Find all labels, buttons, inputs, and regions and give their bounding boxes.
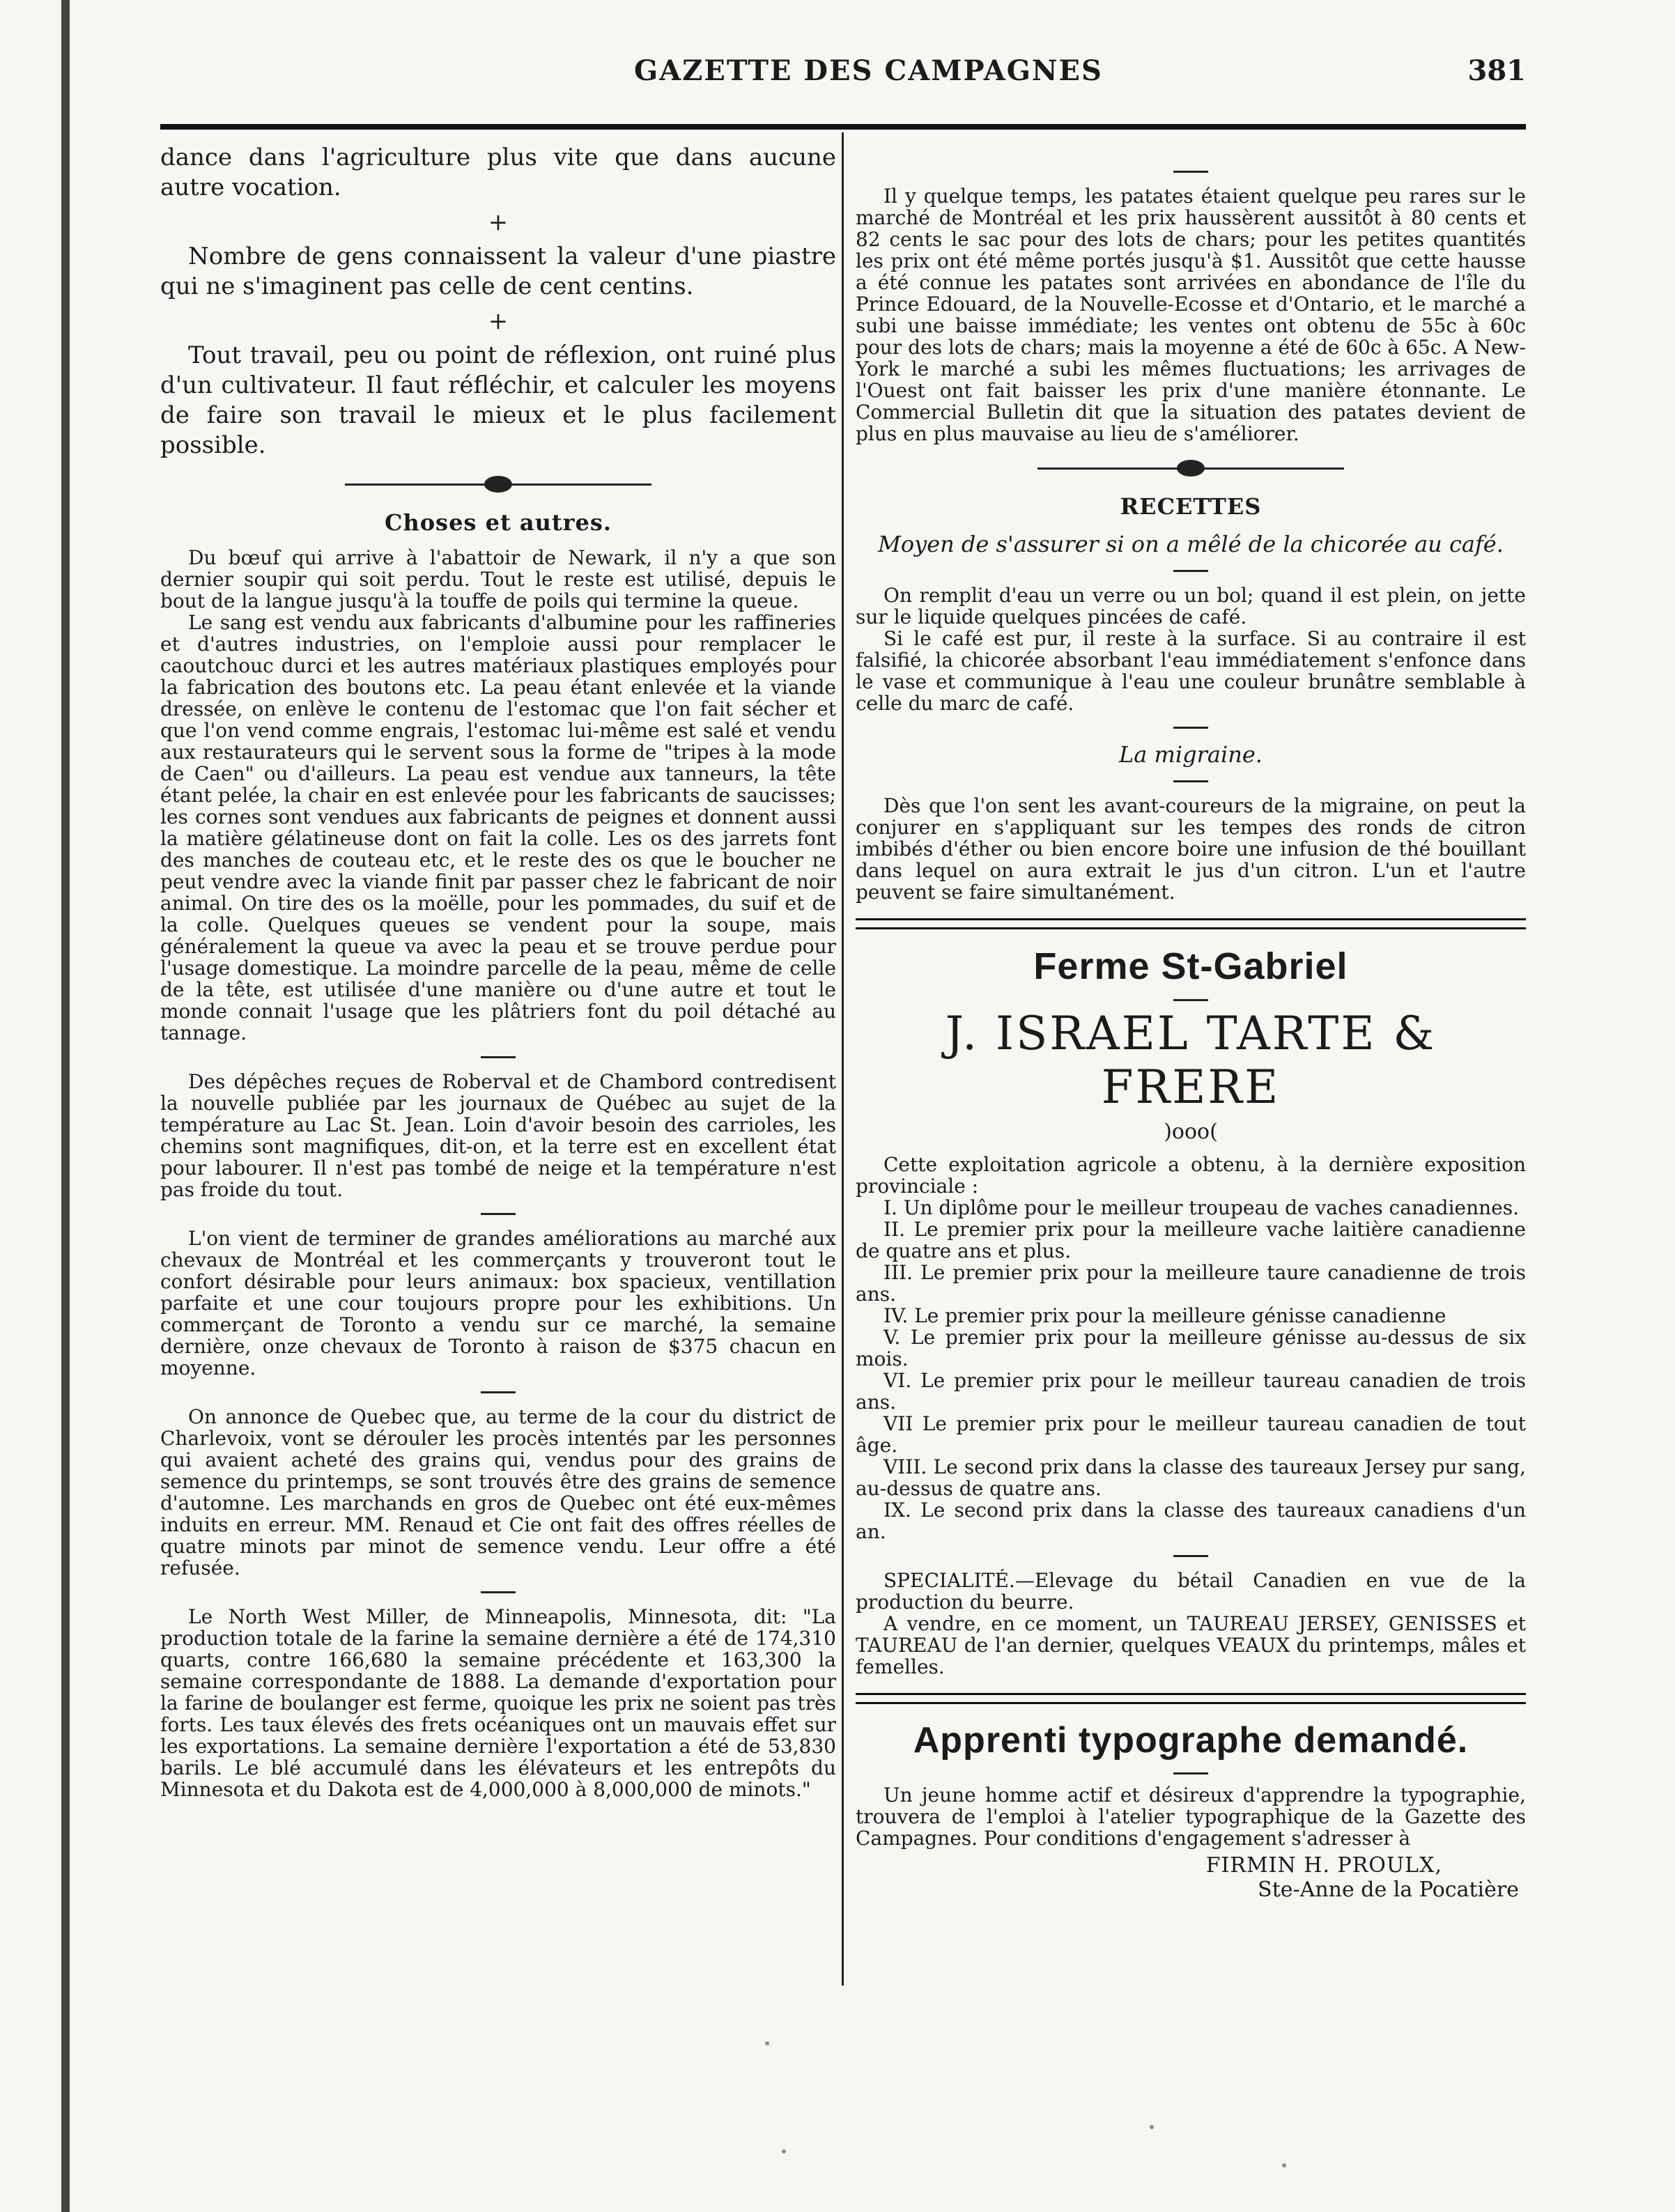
- print-speckle: [765, 2041, 769, 2045]
- separator-dash: [1173, 780, 1208, 782]
- article-paragraph: Le sang est vendu aux fabricants d'albumine pour les raffineries et d'autres industries, on l'emploie aussi pour remplacer le caoutchouc durci et les autres matériaux plastiques employés pour la fabrication des boutons etc. La peau étant enlevée et la viande dressée, on enlève le contenu de l'estomac que l'on fait sécher et que l'on vend comme engrais, l'estomac lui-même est salé et vendu aux restaurateurs qui le servent sous la forme de "tripes à la mode de Caen" ou d'ailleurs. La peau est vendue aux tanneurs, la tête étant pelée, la chair en est enlevée pour les fabricants de saucisses; les cornes sont vendues aux fabricants de peignes et donnent aussi la matière gélatineuse dont on fait la colle. Les os des jarrets font des manches de couteau etc, et le reste des os que le boucher ne peut vendre avec la viande finit par passer chez le fabricant de noir animal. On tire des os la moëlle, pour les pommades, du suif et de la colle. Quelques queues se vendent pour la soupe, mais généralement la queue va avec la peau et se trouve perdue pour l'usage domestique. La moindre parcelle de la peau, même de celle de la tête, est utilisée d'une manière ou d'une autre et tout le monde connait l'usage que les plâtriers font du poil détaché au tannage.: [160, 611, 836, 1044]
- separator-dash: [481, 1591, 516, 1593]
- article-paragraph: Le North West Miller, de Minneapolis, Minnesota, dit: "La production totale de la farine la semaine dernière a été de 174,310 quarts, contre 166,680 la semaine précédente et 163,300 la semaine correspondante de 1888. La demande d'exportation pour la farine de boulanger est ferme, quoique les prix ne soient pas très forts. Les taux élevés des frets océaniques ont un mauvais effet sur les exportations. La semaine dernière l'exportation a été de 53,830 barils. Le blé accumulé dans les élévateurs et les entrepôts du Minnesota et du Dakota est de 4,000,000 à 8,000,000 de minots.": [160, 1605, 836, 1801]
- separator-dash: [1173, 727, 1208, 729]
- apprenti-text: Un jeune homme actif et désireux d'apprendre la typographie, trouvera de l'emploi à l'atelier typographique de la Gazette des Campagnes. Pour conditions d'engagement s'adresser à: [856, 1784, 1526, 1850]
- ad-ornament: )ooo(: [1164, 1120, 1218, 1144]
- print-speckle: [1282, 2163, 1286, 2167]
- ad-heading-ferme: Ferme St-Gabriel: [1033, 945, 1348, 987]
- recipe-paragraph: Si le café est pur, il reste à la surface. Si au contraire il est falsifié, la chicorée absorbant l'eau immédiatement s'enfonce dans le vase et communique à l'eau une couleur brunâtre semblable à celle du marc de café.: [856, 627, 1526, 715]
- ornamental-rule: [345, 474, 651, 495]
- signature-name: FIRMIN H. PROULX,: [1205, 1853, 1442, 1878]
- article-paragraph: L'on vient de terminer de grandes améliorations au marché aux chevaux de Montréal et les commerçants y trouveront tout le confort désirable pour leurs animaux: box spacieux, ventillation parfaite et une cour toujours propre pour les exhibitions. Un commerçant de Toronto a vendu sur ce marché, la semaine dernière, onze chevaux de Toronto à raison de $375 chacun en moyenne.: [160, 1227, 836, 1379]
- intro-paragraph-3: Tout travail, peu ou point de réflexion, ont ruiné plus d'un cultivateur. Il faut réfléchir, et calculer les moyens de faire son travail le mieux et le plus facilement possible.: [160, 341, 836, 459]
- ad-speciality: SPECIALITÉ.—Elevage du bétail Canadien en vue de la production du beurre.: [856, 1569, 1526, 1614]
- double-rule: [856, 918, 1526, 929]
- separator-plus: +: [488, 208, 509, 236]
- binding-margin: [61, 0, 70, 2212]
- separator-dash: [481, 1213, 516, 1215]
- page-header: [160, 54, 1526, 96]
- prize-item: IV. Le premier prix pour la meilleure génisse canadienne: [883, 1304, 1446, 1327]
- section-title-recettes: RECETTES: [1120, 493, 1262, 520]
- recipe-paragraph: Dès que l'on sent les avant-coureurs de la migraine, on peut la conjurer en s'appliquant sur les tempes des ronds de citron imbibés d'éther ou bien encore boire une infusion de thé bouillant dans lequel on aura extrait le jus d'un citron. L'un et l'autre peuvent se faire simultanément.: [856, 794, 1526, 904]
- separator-dash: [481, 1056, 516, 1058]
- prize-item: III. Le premier prix pour la meilleure taure canadienne de trois ans.: [856, 1261, 1526, 1306]
- prize-item: VI. Le premier prix pour le meilleur taureau canadien de trois ans.: [856, 1369, 1526, 1414]
- intro-paragraph-1: dance dans l'agriculture plus vite que dans aucune autre vocation.: [160, 144, 836, 201]
- recipe-title-chicory: Moyen de s'assurer si on a mêlé de la chicorée au café.: [878, 531, 1504, 557]
- prize-list: [856, 1197, 1526, 1542]
- recipe-paragraph: On remplit d'eau un verre ou un bol; quand il est plein, on jette sur le liquide quelques pincées de café.: [856, 584, 1526, 628]
- page-number: 381: [1467, 54, 1526, 87]
- article-paragraph: Du bœuf qui arrive à l'abattoir de Newark, il n'y a que son dernier soupir qui soit perdu. Tout le reste est utilisé, depuis le bout de la langue jusqu'à la touffe de poils qui termine la queue.: [160, 546, 836, 612]
- prize-item: VIII. Le second prix dans la classe des taureaux Jersey pur sang, au-dessus de quatre ans.: [856, 1455, 1526, 1500]
- column-divider: [842, 132, 844, 1986]
- right-column: [856, 143, 1526, 1902]
- separator-dash: [1173, 999, 1208, 1001]
- separator-dash: [1173, 1772, 1208, 1774]
- section-title-choses: Choses et autres.: [384, 509, 612, 536]
- left-column: [160, 143, 836, 1800]
- ad-sale: A vendre, en ce moment, un TAUREAU JERSEY, GENISSES et TAUREAU de l'an dernier, quelques VEAUX du printemps, mâles et femelles.: [856, 1612, 1526, 1678]
- signature-location: Ste-Anne de la Pocatière: [1258, 1878, 1519, 1902]
- double-rule: [856, 1693, 1526, 1704]
- intro-paragraph-2: Nombre de gens connaissent la valeur d'une piastre qui ne s'imaginent pas celle de cent centins.: [160, 242, 836, 300]
- prize-item: II. Le premier prix pour la meilleure vache laitière canadienne de quatre ans et plus.: [856, 1218, 1526, 1262]
- prize-item: IX. Le second prix dans la classe des taureaux canadiens d'un an.: [856, 1499, 1526, 1543]
- potatoes-article: Il y quelque temps, les patates étaient quelque peu rares sur le marché de Montréal et les prix haussèrent aussitôt à 80 cents et 82 cents le sac pour des lots de chars; pour les petites quantités les prix ont été même portés jusqu'à $1. Aussitôt que cette hausse a été connue les patates sont arrivées en abondance de l'île du Prince Edouard, de la Nouvelle-Ecosse et d'Ontario, et le marché a subi une baisse immédiate; les ventes ont obtenu de 55c à 60c pour des lots de chars; mais la moyenne a été de 60c à 65c. A New-York le marché a subi les mêmes fluctuations; les arrivages de l'Ouest ont fait baisser les prix d'une manière étonnante. Le Commercial Bulletin dit que la situation des patates devient de plus en plus mauvaise au lieu de s'améliorer.: [856, 185, 1526, 445]
- prize-item: V. Le premier prix pour la meilleure génisse au-dessus de six mois.: [856, 1326, 1526, 1370]
- newspaper-title: GAZETTE DES CAMPAGNES: [634, 54, 1103, 87]
- print-speckle: [782, 2149, 786, 2153]
- separator-dash: [1173, 1555, 1208, 1557]
- recipe-title-migraine: La migraine.: [1119, 741, 1263, 768]
- ornamental-rule: [1037, 458, 1344, 479]
- print-speckle: [1150, 2125, 1154, 2129]
- ad-company-name: J. ISRAEL TARTE & FRERE: [945, 1007, 1437, 1114]
- article-paragraph: On annonce de Quebec que, au terme de la cour du district de Charlevoix, vont se dérouler les procès intentés par les personnes qui avaient acheté des grains qui, vendus pour des grains de semence du printemps, se sont trouvés être des grains de semence d'automne. Les marchands en gros de Quebec ont été eux-mêmes induits en erreur. MM. Renaud et Cie ont fait des offres réelles de quatre minots par minot de semence vendu. Leur offre a été refusée.: [160, 1405, 836, 1579]
- ad-intro: Cette exploitation agricole a obtenu, à la dernière exposition provinciale :: [856, 1153, 1526, 1198]
- article-paragraph: Des dépêches reçues de Roberval et de Chambord contredisent la nouvelle publiée par les journaux de Québec au sujet de la température au Lac St. Jean. Loin d'avoir besoin des carrioles, les chemins sont magnifiques, dit-on, et la terre est en excellent état pour labourer. Il n'est pas tombé de neige et la température n'est pas froide du tout.: [160, 1070, 836, 1201]
- header-rule: [160, 124, 1526, 130]
- ad-heading-apprenti: Apprenti typographe demandé.: [913, 1720, 1469, 1761]
- separator-plus: +: [488, 307, 509, 335]
- separator-dash: [1173, 171, 1208, 173]
- prize-item: I. Un diplôme pour le meilleur troupeau de vaches canadiennes.: [883, 1196, 1519, 1219]
- prize-item: VII Le premier prix pour le meilleur taureau canadien de tout âge.: [856, 1412, 1526, 1457]
- separator-dash: [1173, 570, 1208, 572]
- separator-dash: [481, 1391, 516, 1393]
